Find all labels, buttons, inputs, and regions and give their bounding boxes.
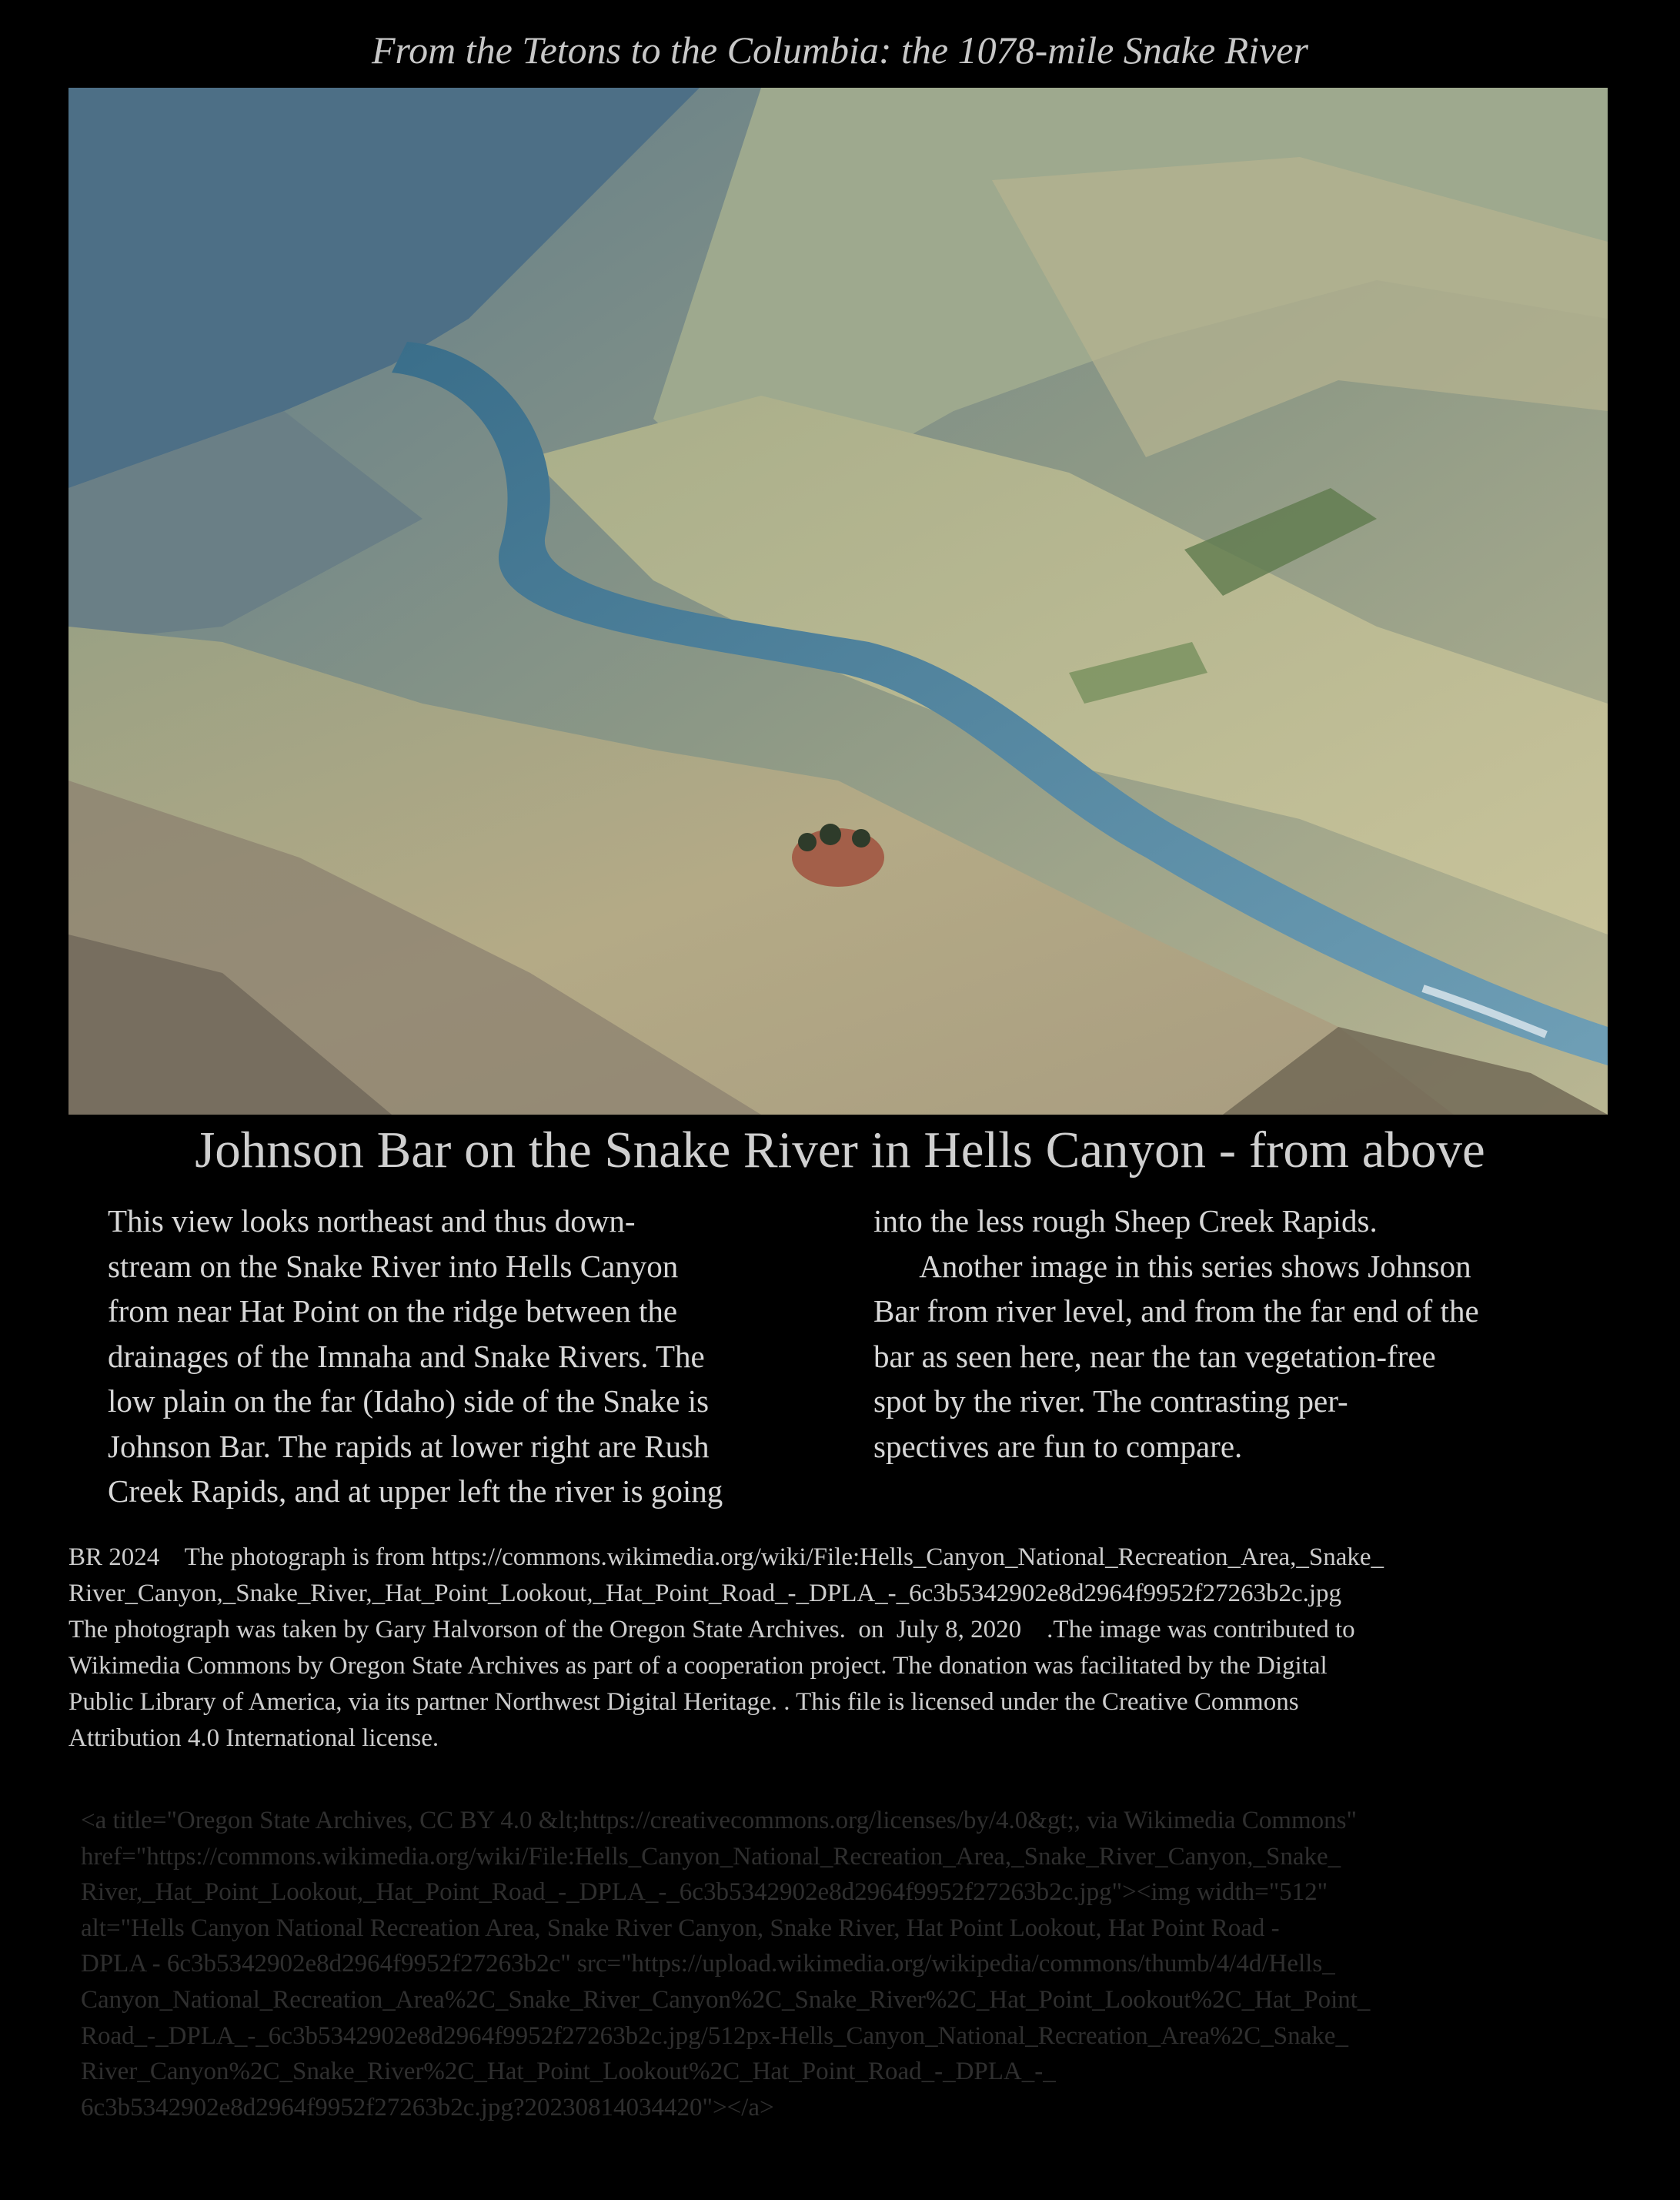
credit-line: Public Library of America, via its partner Northwest Digital Heritage. . This file is licensed under the Creative Commons bbox=[68, 1688, 1299, 1716]
body-line: spot by the river. The contrasting per- bbox=[873, 1383, 1348, 1419]
body-text-right bbox=[873, 1199, 1479, 1469]
body-line: stream on the Snake River into Hells Canyon bbox=[108, 1248, 679, 1284]
credit-line: Attribution 4.0 International license. bbox=[68, 1724, 439, 1752]
embed-line: 6c3b5342902e8d2964f9952f27263b2c.jpg?20230814034420"></a> bbox=[81, 2093, 774, 2121]
body-line: from near Hat Point on the ridge between the bbox=[108, 1293, 678, 1329]
body-line: spectives are fun to compare. bbox=[873, 1428, 1243, 1464]
credit-line: BR 2024 The photograph is from https://commons.wikimedia.org/wiki/File:Hells_Canyon_National_Recreation_Area,_Snake_ bbox=[68, 1543, 1384, 1571]
body-text-left bbox=[108, 1199, 723, 1514]
page-title: Johnson Bar on the Snake River in Hells Canyon - from above bbox=[195, 1122, 1485, 1179]
body-line: This view looks northeast and thus down- bbox=[108, 1203, 636, 1239]
body-line: bar as seen here, near the tan vegetation-free bbox=[873, 1338, 1436, 1374]
credit-line: The photograph was taken by Gary Halvorson of the Oregon State Archives. on July 8, 2020 .The image was contributed to bbox=[68, 1616, 1355, 1643]
body-line: drainages of the Imnaha and Snake Rivers. The bbox=[108, 1338, 705, 1374]
embed-line: Road_-_DPLA_-_6c3b5342902e8d2964f9952f27263b2c.jpg/512px-Hells_Canyon_National_Recreation_Area%2C_Snake_ bbox=[81, 2021, 1348, 2050]
embed-line: DPLA - 6c3b5342902e8d2964f9952f27263b2c" src="https://upload.wikimedia.org/wikipedia/commons/thumb/4/4d/Hells_ bbox=[81, 1950, 1335, 1978]
series-title: From the Tetons to the Columbia: the 1078-mile Snake River bbox=[372, 28, 1308, 72]
embed-code bbox=[81, 1803, 1658, 2125]
embed-line: alt="Hells Canyon National Recreation Area, Snake River Canyon, Snake River, Hat Point Lookout, Hat Point Road - bbox=[81, 1914, 1280, 1942]
photo-credit bbox=[68, 1540, 1654, 1757]
body-line: Creek Rapids, and at upper left the river is going bbox=[108, 1473, 723, 1509]
embed-line: River_Canyon%2C_Snake_River%2C_Hat_Point_Lookout%2C_Hat_Point_Road_-_DPLA_-_ bbox=[81, 2058, 1056, 2086]
credit-line: Wikimedia Commons by Oregon State Archives as part of a cooperation project. The donation was facilitated by the Digital bbox=[68, 1652, 1328, 1680]
body-line: Bar from river level, and from the far end of the bbox=[873, 1293, 1479, 1329]
embed-line: River,_Hat_Point_Lookout,_Hat_Point_Road_-_DPLA_-_6c3b5342902e8d2964f9952f27263b2c.jpg"><img width="512" bbox=[81, 1878, 1328, 1907]
embed-line: href="https://commons.wikimedia.org/wiki/File:Hells_Canyon_National_Recreation_Area,_Snake_River_Canyon,_Snake_ bbox=[81, 1842, 1341, 1871]
embed-line: Canyon_National_Recreation_Area%2C_Snake_River_Canyon%2C_Snake_River%2C_Hat_Point_Lookout%2C_Hat_Point_ bbox=[81, 1985, 1371, 2014]
body-line: low plain on the far (Idaho) side of the Snake is bbox=[108, 1383, 710, 1419]
body-line: Another image in this series shows Johnson bbox=[873, 1248, 1471, 1284]
credit-line: River_Canyon,_Snake_River,_Hat_Point_Lookout,_Hat_Point_Road_-_DPLA_-_6c3b5342902e8d2964f9952f27263b2c.jpg bbox=[68, 1580, 1342, 1607]
canyon-photo bbox=[68, 88, 1608, 1115]
embed-line: <a title="Oregon State Archives, CC BY 4.0 &lt;https://creativecommons.org/licenses/by/4.0&gt;, via Wikimedia Commons" bbox=[81, 1807, 1357, 1834]
body-line: into the less rough Sheep Creek Rapids. bbox=[873, 1203, 1378, 1239]
body-line: Johnson Bar. The rapids at lower right are Rush bbox=[108, 1428, 710, 1464]
